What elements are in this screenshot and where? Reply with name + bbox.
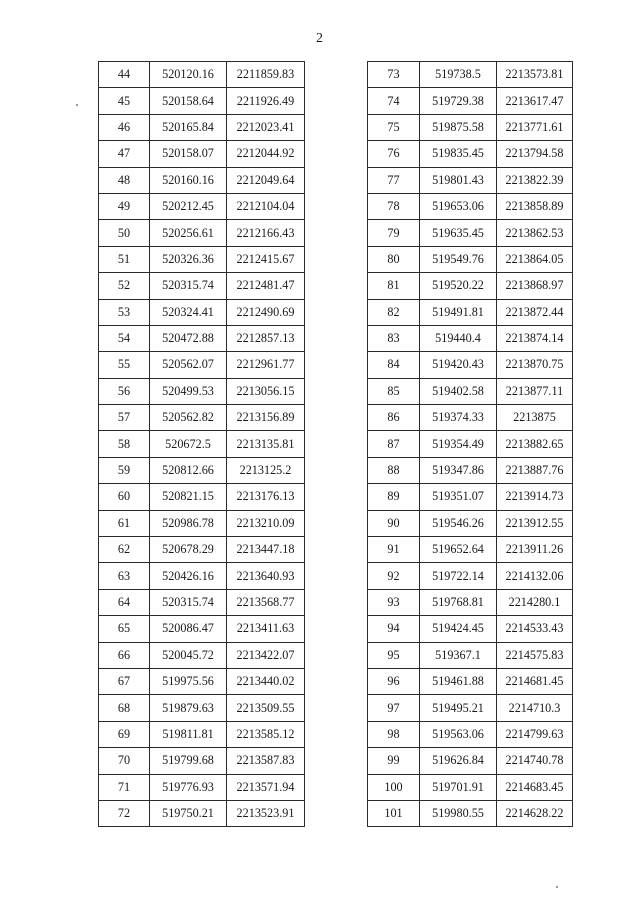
table-row: [99, 457, 305, 483]
y-coordinate-cell: 2213868.97: [497, 273, 573, 299]
y-coordinate-cell: 2213640.93: [227, 563, 305, 589]
x-coordinate-cell: 519811.81: [150, 721, 227, 747]
y-coordinate-cell: 2213794.58: [497, 141, 573, 167]
y-coordinate-cell: 2212415.67: [227, 246, 305, 272]
point-number-cell: 62: [99, 537, 150, 563]
y-coordinate-cell: 2212481.47: [227, 273, 305, 299]
x-coordinate-cell: 520086.47: [150, 616, 227, 642]
point-number-cell: 50: [99, 220, 150, 246]
x-coordinate-cell: 520426.16: [150, 563, 227, 589]
x-coordinate-cell: 519701.91: [420, 774, 497, 800]
table-row: [99, 800, 305, 826]
point-number-cell: 66: [99, 642, 150, 668]
x-coordinate-cell: 520158.07: [150, 141, 227, 167]
point-number-cell: 89: [368, 484, 420, 510]
table-row: [368, 62, 573, 88]
x-coordinate-cell: 519347.86: [420, 457, 497, 483]
y-coordinate-cell: 2213571.94: [227, 774, 305, 800]
y-coordinate-cell: 2212857.13: [227, 325, 305, 351]
table-row: [368, 299, 573, 325]
y-coordinate-cell: 2213568.77: [227, 589, 305, 615]
y-coordinate-cell: 2213422.07: [227, 642, 305, 668]
x-coordinate-cell: 519879.63: [150, 695, 227, 721]
point-number-cell: 85: [368, 378, 420, 404]
y-coordinate-cell: 2212490.69: [227, 299, 305, 325]
table-row: [368, 537, 573, 563]
point-number-cell: 69: [99, 721, 150, 747]
point-number-cell: 47: [99, 141, 150, 167]
coordinates-table-left: [98, 61, 305, 827]
x-coordinate-cell: 519495.21: [420, 695, 497, 721]
point-number-cell: 87: [368, 431, 420, 457]
y-coordinate-cell: 2214710.3: [497, 695, 573, 721]
table-row: [99, 431, 305, 457]
table-row: [368, 457, 573, 483]
point-number-cell: 45: [99, 88, 150, 114]
y-coordinate-cell: 2213912.55: [497, 510, 573, 536]
y-coordinate-cell: 2214280.1: [497, 589, 573, 615]
table-row: [99, 246, 305, 272]
table-row: [368, 141, 573, 167]
x-coordinate-cell: 520165.84: [150, 114, 227, 140]
point-number-cell: 67: [99, 668, 150, 694]
point-number-cell: 73: [368, 62, 420, 88]
table-row: [368, 352, 573, 378]
x-coordinate-cell: 519722.14: [420, 563, 497, 589]
y-coordinate-cell: 2213210.09: [227, 510, 305, 536]
point-number-cell: 46: [99, 114, 150, 140]
point-number-cell: 71: [99, 774, 150, 800]
point-number-cell: 75: [368, 114, 420, 140]
table-row: [99, 510, 305, 536]
table-row: [368, 325, 573, 351]
y-coordinate-cell: 2213573.81: [497, 62, 573, 88]
table-row: [368, 721, 573, 747]
x-coordinate-cell: 520045.72: [150, 642, 227, 668]
coordinates-table-right: [367, 61, 573, 827]
x-coordinate-cell: 519461.88: [420, 668, 497, 694]
table-row: [368, 800, 573, 826]
point-number-cell: 80: [368, 246, 420, 272]
point-number-cell: 92: [368, 563, 420, 589]
y-coordinate-cell: 2213135.81: [227, 431, 305, 457]
table-row: [99, 695, 305, 721]
table-row: [99, 774, 305, 800]
x-coordinate-cell: 519546.26: [420, 510, 497, 536]
x-coordinate-cell: 519750.21: [150, 800, 227, 826]
table-row: [368, 114, 573, 140]
y-coordinate-cell: 2213125.2: [227, 457, 305, 483]
table-row: [368, 695, 573, 721]
point-number-cell: 94: [368, 616, 420, 642]
table-row: [368, 405, 573, 431]
point-number-cell: 44: [99, 62, 150, 88]
table-row: [99, 721, 305, 747]
point-number-cell: 83: [368, 325, 420, 351]
x-coordinate-cell: 520672.5: [150, 431, 227, 457]
x-coordinate-cell: 519491.81: [420, 299, 497, 325]
y-coordinate-cell: 2211859.83: [227, 62, 305, 88]
y-coordinate-cell: 2214575.83: [497, 642, 573, 668]
point-number-cell: 55: [99, 352, 150, 378]
table-row: [99, 484, 305, 510]
x-coordinate-cell: 519652.64: [420, 537, 497, 563]
x-coordinate-cell: 520562.07: [150, 352, 227, 378]
y-coordinate-cell: 2213447.18: [227, 537, 305, 563]
x-coordinate-cell: 519975.56: [150, 668, 227, 694]
x-coordinate-cell: 519768.81: [420, 589, 497, 615]
table-row: [368, 484, 573, 510]
x-coordinate-cell: 519367.1: [420, 642, 497, 668]
point-number-cell: 51: [99, 246, 150, 272]
x-coordinate-cell: 520158.64: [150, 88, 227, 114]
point-number-cell: 82: [368, 299, 420, 325]
x-coordinate-cell: 519835.45: [420, 141, 497, 167]
table-row: [368, 668, 573, 694]
x-coordinate-cell: 520812.66: [150, 457, 227, 483]
point-number-cell: 91: [368, 537, 420, 563]
point-number-cell: 88: [368, 457, 420, 483]
x-coordinate-cell: 520821.15: [150, 484, 227, 510]
x-coordinate-cell: 519980.55: [420, 800, 497, 826]
x-coordinate-cell: 520212.45: [150, 193, 227, 219]
point-number-cell: 49: [99, 193, 150, 219]
x-coordinate-cell: 519738.5: [420, 62, 497, 88]
point-number-cell: 96: [368, 668, 420, 694]
y-coordinate-cell: 2213887.76: [497, 457, 573, 483]
y-coordinate-cell: 2213875: [497, 405, 573, 431]
table-row: [99, 220, 305, 246]
point-number-cell: 48: [99, 167, 150, 193]
y-coordinate-cell: 2214132.06: [497, 563, 573, 589]
table-row: [99, 62, 305, 88]
table-row: [99, 405, 305, 431]
table-row: [99, 352, 305, 378]
point-number-cell: 61: [99, 510, 150, 536]
y-coordinate-cell: 2212166.43: [227, 220, 305, 246]
y-coordinate-cell: 2213822.39: [497, 167, 573, 193]
y-coordinate-cell: 2213870.75: [497, 352, 573, 378]
table-row: [99, 589, 305, 615]
table-row: [99, 616, 305, 642]
x-coordinate-cell: 520678.29: [150, 537, 227, 563]
x-coordinate-cell: 519420.43: [420, 352, 497, 378]
table-row: [368, 273, 573, 299]
table-row: [368, 88, 573, 114]
x-coordinate-cell: 520986.78: [150, 510, 227, 536]
y-coordinate-cell: 2213874.14: [497, 325, 573, 351]
y-coordinate-cell: 2213176.13: [227, 484, 305, 510]
table-row: [368, 431, 573, 457]
x-coordinate-cell: 519635.45: [420, 220, 497, 246]
x-coordinate-cell: 519563.06: [420, 721, 497, 747]
x-coordinate-cell: 519776.93: [150, 774, 227, 800]
y-coordinate-cell: 2214799.63: [497, 721, 573, 747]
point-number-cell: 58: [99, 431, 150, 457]
y-coordinate-cell: 2212044.92: [227, 141, 305, 167]
y-coordinate-cell: 2213872.44: [497, 299, 573, 325]
x-coordinate-cell: 519799.68: [150, 748, 227, 774]
point-number-cell: 99: [368, 748, 420, 774]
point-number-cell: 57: [99, 405, 150, 431]
point-number-cell: 68: [99, 695, 150, 721]
table-row: [99, 563, 305, 589]
point-number-cell: 63: [99, 563, 150, 589]
y-coordinate-cell: 2213877.11: [497, 378, 573, 404]
point-number-cell: 86: [368, 405, 420, 431]
x-coordinate-cell: 519374.33: [420, 405, 497, 431]
table-row: [99, 378, 305, 404]
table-row: [99, 273, 305, 299]
point-number-cell: 53: [99, 299, 150, 325]
table-row: [368, 616, 573, 642]
table-row: [368, 378, 573, 404]
x-coordinate-cell: 520326.36: [150, 246, 227, 272]
table-row: [99, 88, 305, 114]
table-row: [99, 668, 305, 694]
y-coordinate-cell: 2213509.55: [227, 695, 305, 721]
table-row: [99, 114, 305, 140]
y-coordinate-cell: 2212104.04: [227, 193, 305, 219]
scan-speck: [556, 886, 558, 888]
y-coordinate-cell: 2214681.45: [497, 668, 573, 694]
point-number-cell: 81: [368, 273, 420, 299]
y-coordinate-cell: 2213587.83: [227, 748, 305, 774]
y-coordinate-cell: 2213156.89: [227, 405, 305, 431]
page-number: 2: [316, 31, 323, 46]
x-coordinate-cell: 519402.58: [420, 378, 497, 404]
y-coordinate-cell: 2214740.78: [497, 748, 573, 774]
table-row: [368, 220, 573, 246]
point-number-cell: 72: [99, 800, 150, 826]
point-number-cell: 59: [99, 457, 150, 483]
point-number-cell: 52: [99, 273, 150, 299]
table-row: [368, 748, 573, 774]
point-number-cell: 95: [368, 642, 420, 668]
y-coordinate-cell: 2213911.26: [497, 537, 573, 563]
y-coordinate-cell: 2213585.12: [227, 721, 305, 747]
point-number-cell: 79: [368, 220, 420, 246]
x-coordinate-cell: 520256.61: [150, 220, 227, 246]
point-number-cell: 56: [99, 378, 150, 404]
x-coordinate-cell: 519801.43: [420, 167, 497, 193]
point-number-cell: 65: [99, 616, 150, 642]
y-coordinate-cell: 2213862.53: [497, 220, 573, 246]
y-coordinate-cell: 2213411.63: [227, 616, 305, 642]
point-number-cell: 76: [368, 141, 420, 167]
x-coordinate-cell: 520315.74: [150, 273, 227, 299]
y-coordinate-cell: 2213617.47: [497, 88, 573, 114]
y-coordinate-cell: 2214683.45: [497, 774, 573, 800]
table-row: [368, 510, 573, 536]
table-row: [368, 193, 573, 219]
x-coordinate-cell: 519351.07: [420, 484, 497, 510]
table-row: [99, 325, 305, 351]
y-coordinate-cell: 2213864.05: [497, 246, 573, 272]
point-number-cell: 90: [368, 510, 420, 536]
x-coordinate-cell: 520324.41: [150, 299, 227, 325]
x-coordinate-cell: 519549.76: [420, 246, 497, 272]
point-number-cell: 64: [99, 589, 150, 615]
point-number-cell: 101: [368, 800, 420, 826]
table-row: [368, 246, 573, 272]
x-coordinate-cell: 519520.22: [420, 273, 497, 299]
y-coordinate-cell: 2213914.73: [497, 484, 573, 510]
y-coordinate-cell: 2214533.43: [497, 616, 573, 642]
x-coordinate-cell: 519653.06: [420, 193, 497, 219]
x-coordinate-cell: 519729.38: [420, 88, 497, 114]
point-number-cell: 84: [368, 352, 420, 378]
point-number-cell: 60: [99, 484, 150, 510]
table-row: [99, 193, 305, 219]
point-number-cell: 93: [368, 589, 420, 615]
table-row: [99, 141, 305, 167]
y-coordinate-cell: 2213440.02: [227, 668, 305, 694]
x-coordinate-cell: 520120.16: [150, 62, 227, 88]
point-number-cell: 98: [368, 721, 420, 747]
point-number-cell: 97: [368, 695, 420, 721]
y-coordinate-cell: 2213771.61: [497, 114, 573, 140]
x-coordinate-cell: 520472.88: [150, 325, 227, 351]
x-coordinate-cell: 520562.82: [150, 405, 227, 431]
y-coordinate-cell: 2213523.91: [227, 800, 305, 826]
point-number-cell: 74: [368, 88, 420, 114]
point-number-cell: 54: [99, 325, 150, 351]
table-row: [368, 589, 573, 615]
x-coordinate-cell: 520315.74: [150, 589, 227, 615]
table-row: [368, 563, 573, 589]
y-coordinate-cell: 2214628.22: [497, 800, 573, 826]
x-coordinate-cell: 519424.45: [420, 616, 497, 642]
point-number-cell: 100: [368, 774, 420, 800]
y-coordinate-cell: 2212049.64: [227, 167, 305, 193]
table-row: [99, 167, 305, 193]
y-coordinate-cell: 2212023.41: [227, 114, 305, 140]
table-row: [368, 642, 573, 668]
table-row: [368, 167, 573, 193]
x-coordinate-cell: 519626.84: [420, 748, 497, 774]
point-number-cell: 78: [368, 193, 420, 219]
x-coordinate-cell: 520160.16: [150, 167, 227, 193]
y-coordinate-cell: 2213882.65: [497, 431, 573, 457]
x-coordinate-cell: 519875.58: [420, 114, 497, 140]
y-coordinate-cell: 2213858.89: [497, 193, 573, 219]
y-coordinate-cell: 2213056.15: [227, 378, 305, 404]
x-coordinate-cell: 519440.4: [420, 325, 497, 351]
y-coordinate-cell: 2212961.77: [227, 352, 305, 378]
table-row: [368, 774, 573, 800]
x-coordinate-cell: 519354.49: [420, 431, 497, 457]
table-row: [99, 299, 305, 325]
scan-speck: [76, 104, 78, 106]
point-number-cell: 70: [99, 748, 150, 774]
table-row: [99, 642, 305, 668]
y-coordinate-cell: 2211926.49: [227, 88, 305, 114]
point-number-cell: 77: [368, 167, 420, 193]
x-coordinate-cell: 520499.53: [150, 378, 227, 404]
table-row: [99, 748, 305, 774]
table-row: [99, 537, 305, 563]
